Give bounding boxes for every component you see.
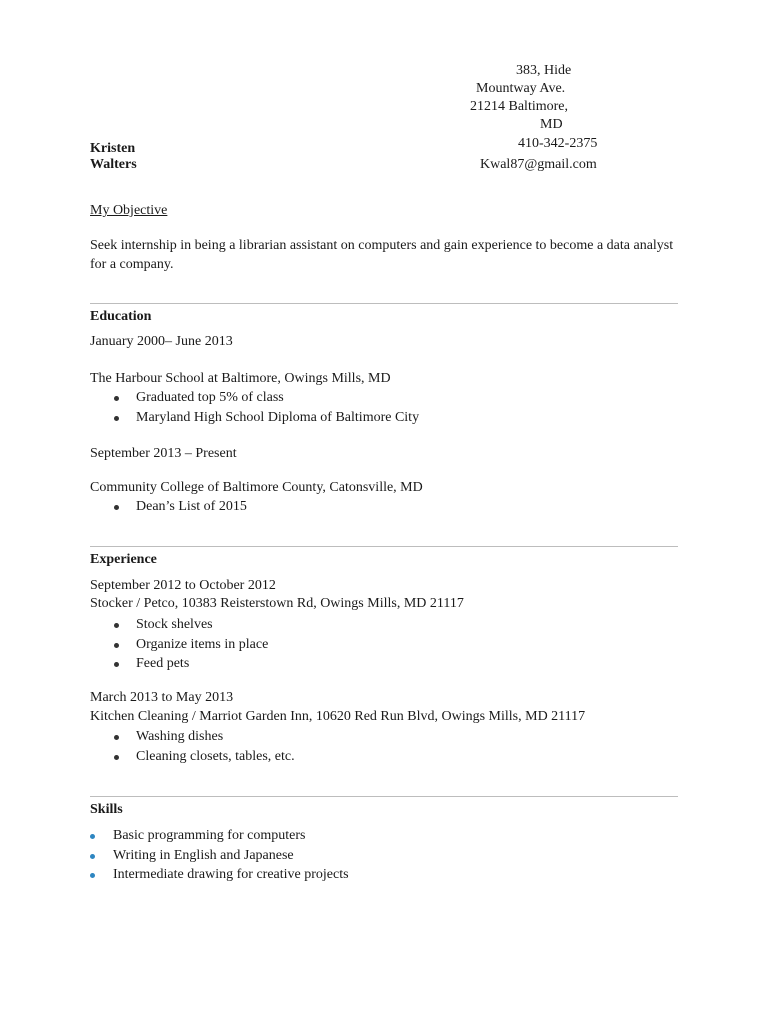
address-line-4: MD	[540, 117, 563, 132]
bullet-icon	[90, 873, 95, 878]
experience-role-2: Kitchen Cleaning / Marriot Garden Inn, 10620 Red Run Blvd, Owings Mills, MD 21117	[90, 709, 586, 724]
skills-heading: Skills	[90, 802, 123, 817]
bullet-icon	[114, 505, 119, 510]
education-dates-2: September 2013 – Present	[90, 446, 237, 461]
experience-dates-2: March 2013 to May 2013	[90, 690, 234, 705]
phone-number: 410-342-2375	[518, 136, 598, 151]
bullet-icon	[90, 854, 95, 859]
education-divider	[90, 303, 678, 304]
experience-heading: Experience	[90, 552, 157, 567]
address-line-3: 21214 Baltimore,	[470, 99, 568, 114]
name-first: Kristen	[90, 141, 136, 156]
bullet-icon	[114, 416, 119, 421]
experience-dates-1: September 2012 to October 2012	[90, 578, 276, 593]
bullet-icon	[114, 623, 119, 628]
bullet-icon	[114, 643, 119, 648]
name-last: Walters	[90, 157, 137, 172]
bullet-icon	[114, 755, 119, 760]
bullet-icon	[114, 662, 119, 667]
education-dates-1: January 2000– June 2013	[90, 334, 233, 349]
bullet-icon	[114, 396, 119, 401]
experience-divider	[90, 546, 678, 547]
education-school-2: Community College of Baltimore County, Catonsville, MD	[90, 480, 423, 495]
experience-role-1: Stocker / Petco, 10383 Reisterstown Rd, Owings Mills, MD 21117	[90, 596, 464, 611]
bullet-icon	[90, 834, 95, 839]
education-heading: Education	[90, 309, 152, 324]
skills-divider	[90, 796, 678, 797]
email-address: Kwal87@gmail.com	[480, 157, 597, 172]
objective-text: Seek internship in being a librarian assistant on computers and gain experience to become a data analyst for a company.	[90, 238, 674, 272]
objective-heading: My Objective	[90, 203, 168, 218]
bullet-icon	[114, 735, 119, 740]
address-line-2: Mountway Ave.	[476, 81, 566, 96]
address-line-1: 383, Hide	[516, 63, 572, 78]
education-school-1: The Harbour School at Baltimore, Owings Mills, MD	[90, 371, 391, 386]
